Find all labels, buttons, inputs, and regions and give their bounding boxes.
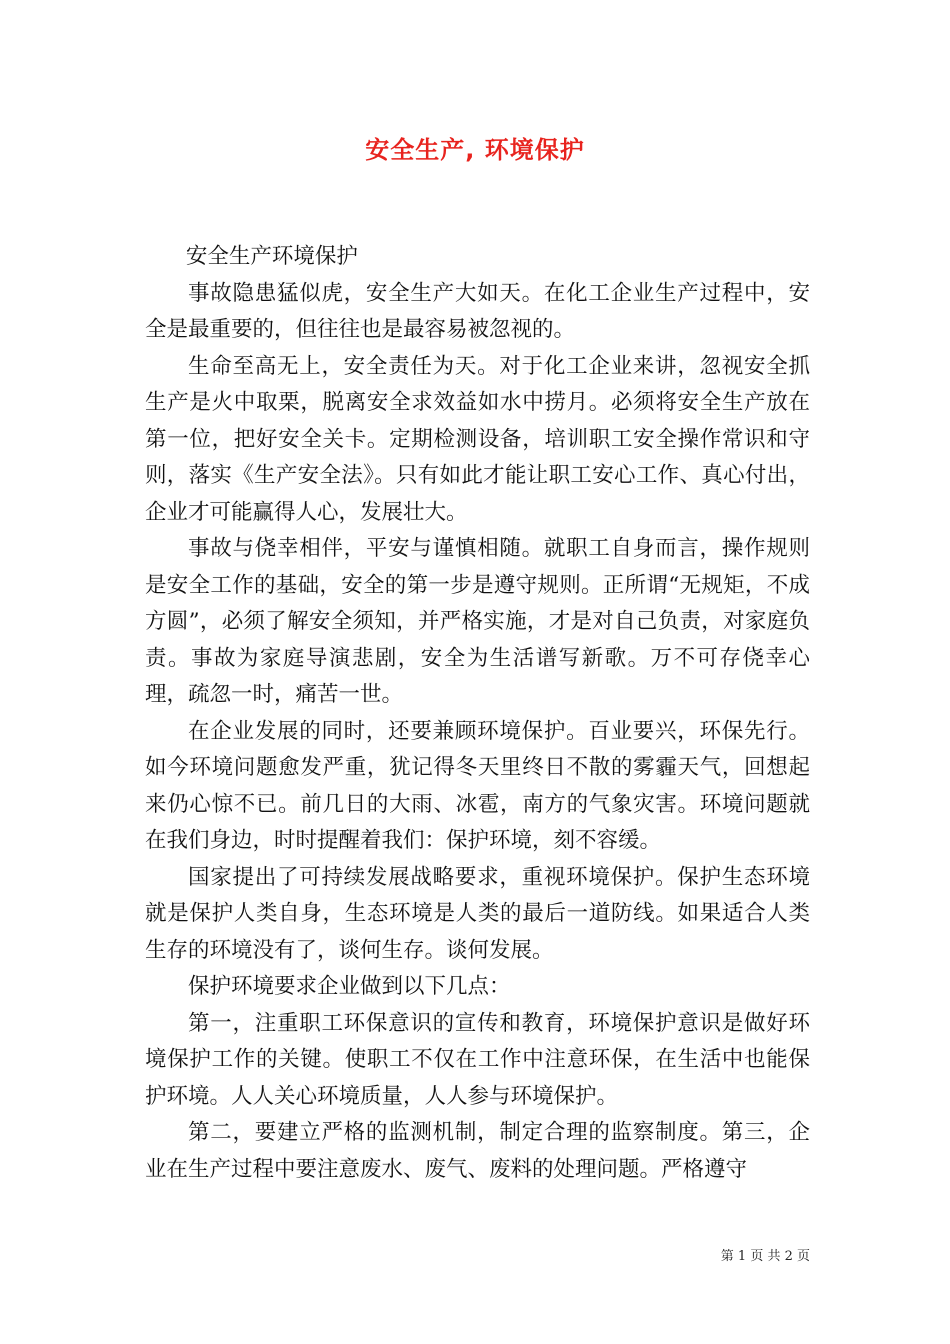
paragraph: 在企业发展的同时，还要兼顾环境保护。百业要兴，环保先行。如今环境问题愈发严重，犹记得冬天里终日不散的雾霾天气，回想起来仍心惊不已。前几日的大雨、冰雹，南方的气象灾害。环境问题就在我们身边，时时提醒着我们：保护环境，刻不容缓。 — [145, 718, 810, 853]
paragraph: 保护环境要求企业做到以下几点： — [188, 974, 511, 999]
document-body — [145, 239, 810, 1188]
paragraph: 第二，要建立严格的监测机制，制定合理的监察制度。第三，企业在生产过程中要注意废水、废气、废料的处理问题。严格遵守 — [145, 1120, 810, 1182]
paragraph: 国家提出了可持续发展战略要求，重视环境保护。保护生态环境就是保护人类自身，生态环境是人类的最后一道防线。如果适合人类生存的环境没有了，谈何生存。谈何发展。 — [145, 864, 810, 963]
document-title: 安全生产, 环境保护 — [365, 136, 585, 164]
paragraph-subtitle: 安全生产环境保护 — [185, 244, 358, 269]
paragraph: 事故隐患猛似虎，安全生产大如天。在化工企业生产过程中，安全是最重要的，但往往也是最容易被忽视的。 — [145, 280, 810, 342]
paragraph: 事故与侥幸相伴，平安与谨慎相随。就职工自身而言，操作规则是安全工作的基础，安全的第一步是遵守规则。正所谓“无规矩，不成方圆”，必须了解安全须知，并严格实施，才是对自己负责，对家庭负责。事故为家庭导演悲剧，安全为生活谱写新歌。万不可存侥幸心理，疏忽一时，痛苦一世。 — [145, 536, 810, 707]
paragraph: 第一，注重职工环保意识的宣传和教育，环境保护意识是做好环境保护工作的关键。使职工不仅在工作中注意环保，在生活中也能保护环境。人人关心环境质量，人人参与环境保护。 — [145, 1010, 810, 1109]
paragraph: 生命至高无上，安全责任为天。对于化工企业来讲，忽视安全抓生产是火中取栗，脱离安全求效益如水中捞月。必须将安全生产放在第一位，把好安全关卡。定期检测设备，培训职工安全操作常识和守则，落实《生产安全法》。只有如此才能让职工安心工作、真心付出，企业才可能赢得人心，发展壮大。 — [145, 353, 810, 525]
page-number-footer: 第 1 页 共 2 页 — [720, 1249, 810, 1264]
